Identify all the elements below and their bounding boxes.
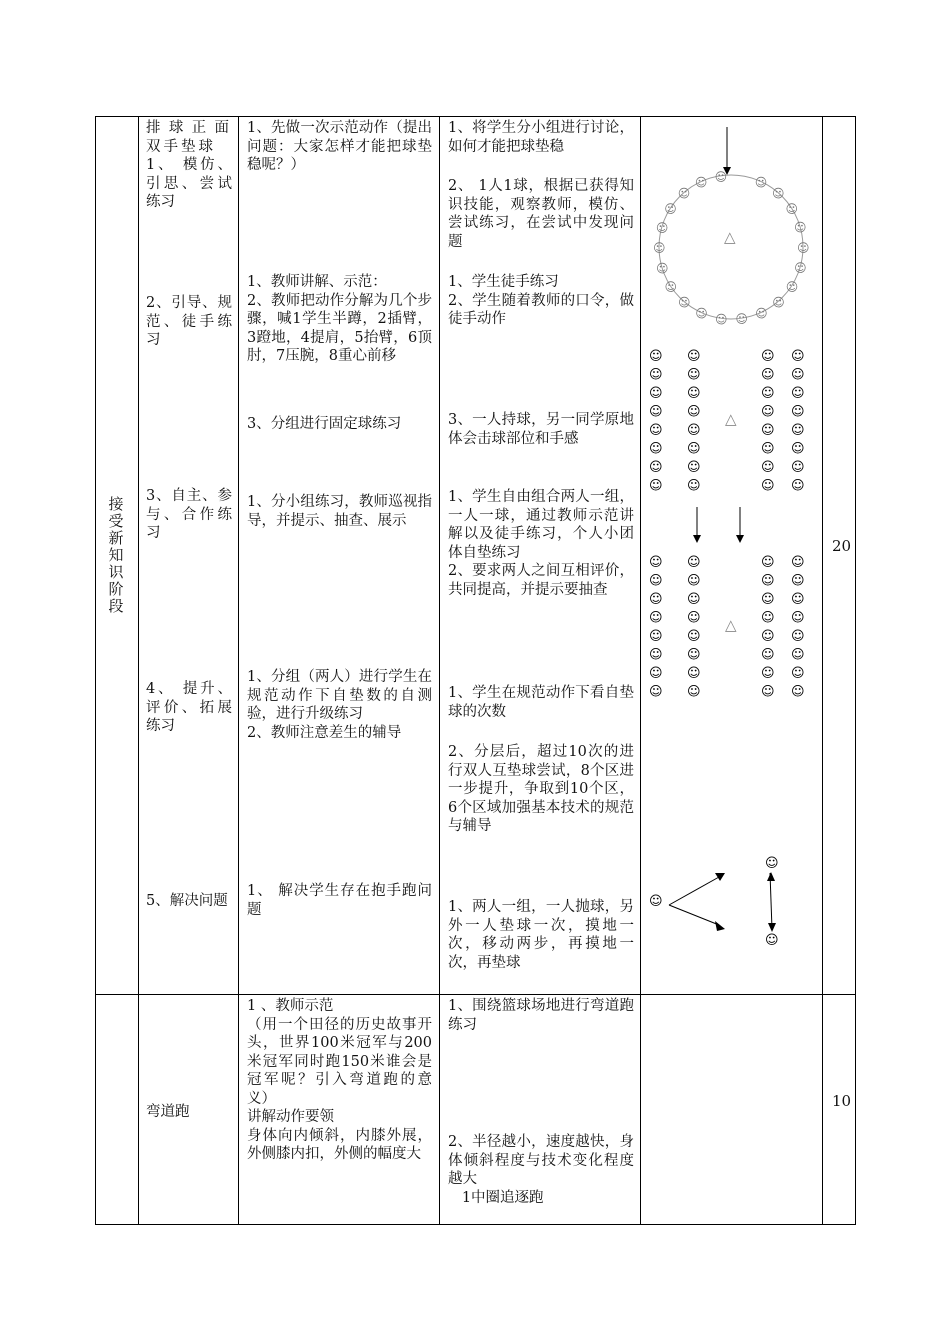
student-face-circle: ☺: [653, 241, 666, 256]
student-face-circle: ☺: [772, 295, 785, 310]
student-face-circle: ☺: [656, 261, 669, 276]
pair-arrow-up-head: [715, 873, 725, 881]
student-face-block: ☺: [791, 647, 805, 663]
student-face-circle: ☺: [794, 220, 807, 235]
col-border-6: [822, 116, 823, 1225]
student-face-pair-left: ☺: [649, 894, 663, 909]
minutes-row2: 10: [832, 1092, 852, 1110]
student-face-block: ☺: [649, 404, 663, 420]
student-face-block: ☺: [687, 349, 701, 364]
student-face-block: ☺: [791, 478, 805, 494]
student-face-circle: ☺: [715, 312, 728, 327]
student-face-pair-bottom: ☺: [765, 933, 779, 948]
student-face-circle: ☺: [664, 202, 677, 217]
student-face-block: ☺: [791, 404, 805, 420]
teacher-text-6: 1、 解决学生存在抱手跑问题: [247, 883, 432, 918]
teacher-triangle-block1: △: [725, 410, 737, 428]
student-face-block: ☺: [687, 592, 701, 607]
student-face-block: ☺: [687, 386, 701, 401]
teacher-triangle-block2: △: [725, 616, 737, 634]
student-face-block: ☺: [687, 555, 701, 570]
student-face-block: ☺: [649, 478, 663, 494]
content-step-3: 3、自主、参与、合作练习: [146, 488, 232, 541]
student-face-block: ☺: [761, 592, 775, 607]
student-face-block: ☺: [649, 555, 663, 570]
teacher-text-4: 1、分小组练习，教师巡视指导，并提示、抽查、展示: [247, 494, 432, 529]
student-face-block: ☺: [791, 666, 805, 681]
pair-vertical-arrow-top: [767, 872, 775, 881]
student-face-block: ☺: [761, 386, 775, 401]
student-face-block: ☺: [791, 423, 805, 438]
row2-student-text-2: 2、半径越小，速度越快，身体倾斜程度与技术变化程度越大 1中圈追逐跑: [448, 1134, 634, 1206]
content-step-2: 2、引导、规范、徒手练习: [146, 295, 232, 348]
teacher-triangle-circle: △: [724, 228, 736, 246]
content-title: 排球正面双手垫球: [146, 120, 232, 155]
content-step-1: 1、 模仿、引思、尝试练习: [146, 157, 232, 210]
student-face-circle: ☺: [755, 306, 768, 321]
student-face-block: ☺: [649, 647, 663, 663]
student-face-block: ☺: [687, 367, 701, 383]
student-face-block: ☺: [649, 592, 663, 607]
pair-arrow-down-head: [715, 921, 725, 931]
student-face-block: ☺: [791, 629, 805, 644]
row-divider: [95, 994, 856, 995]
student-face-circle: ☺: [797, 240, 810, 255]
student-face-circle: ☺: [694, 175, 708, 190]
student-text-6: 1、学生在规范动作下看自垫球的次数: [448, 685, 634, 720]
student-text-2: 2、 1人1球，根据已获得知识技能，观察教师，模仿、尝试练习，在尝试中发现问题: [448, 178, 634, 250]
student-face-block: ☺: [791, 386, 805, 401]
student-face-block: ☺: [687, 610, 701, 626]
student-face-block: ☺: [761, 647, 775, 663]
student-face-block: ☺: [687, 684, 701, 700]
student-face-block: ☺: [761, 629, 775, 644]
student-face-block: ☺: [649, 423, 663, 438]
table-bottom-border: [95, 1224, 856, 1225]
stage-label: 接受新知识阶段: [108, 495, 124, 615]
student-face-block: ☺: [761, 610, 775, 626]
pair-vertical-arrow-bottom: [768, 923, 776, 932]
student-face-block: ☺: [791, 684, 805, 700]
student-face-circle: ☺: [664, 280, 678, 295]
col-border-1: [95, 116, 96, 1225]
student-face-block: ☺: [761, 666, 775, 681]
student-face-block: ☺: [687, 629, 701, 644]
student-face-block: ☺: [649, 629, 663, 644]
student-text-3: 1、学生徒手练习 2、学生随着教师的口令，做徒手动作: [448, 274, 634, 327]
student-face-block: ☺: [791, 610, 805, 626]
col-border-7: [855, 116, 856, 1225]
student-face-block: ☺: [649, 386, 663, 401]
student-face-block: ☺: [687, 478, 701, 494]
student-face-block: ☺: [687, 423, 701, 438]
student-face-block: ☺: [791, 349, 805, 364]
student-face-block: ☺: [761, 404, 775, 420]
student-face-block: ☺: [791, 555, 805, 570]
student-face-block: ☺: [761, 367, 775, 383]
student-face-block: ☺: [761, 478, 775, 494]
student-face-block: ☺: [791, 573, 805, 589]
teacher-text-2: 1、教师讲解、示范： 2、教师把动作分解为几个步骤，喊1学生半蹲，2插臂，3蹬地，4提肩，5抬臂，6顶肘，7压腕，8重心前移: [247, 274, 432, 364]
student-face-circle: ☺: [695, 306, 708, 321]
student-face-block: ☺: [761, 460, 775, 475]
student-face-circle: ☺: [677, 186, 691, 201]
student-face-block: ☺: [649, 441, 663, 457]
student-face-block: ☺: [791, 441, 805, 457]
student-face-block: ☺: [687, 573, 701, 589]
col-border-4: [439, 116, 440, 1225]
formation-diagram: [641, 117, 822, 993]
student-face-circle: ☺: [754, 175, 768, 190]
student-face-circle: ☺: [735, 312, 748, 327]
move-arrow-1-head: [693, 535, 701, 543]
student-face-block: ☺: [649, 684, 663, 700]
student-face-block: ☺: [687, 647, 701, 663]
student-face-block: ☺: [649, 610, 663, 626]
student-face-circle: ☺: [785, 201, 799, 216]
pair-vertical-line: [770, 873, 772, 929]
content-step-5: 5、解决问题: [146, 893, 228, 909]
row2-teacher-text: 1 、教师示范 （用一个田径的历史故事开头，世界100米冠军与200米冠军同时跑150米谁会是冠军呢？引入弯道跑的意义） 讲解动作要领 身体向内倾斜，内膝外展，外侧膝内扣，外侧的幅度大: [247, 998, 432, 1162]
student-text-5: 1、学生自由组合两人一组，一人一球，通过教师示范讲解以及徒手练习，个人小团体自垫练习 2、要求两人之间互相评价，共同提高，并提示要抽查: [448, 489, 634, 598]
student-face-block: ☺: [687, 441, 701, 457]
student-face-block: ☺: [687, 460, 701, 475]
row2-content: 弯道跑: [146, 1104, 190, 1120]
student-text-4: 3、一人持球，另一同学原地体会击球部位和手感: [448, 412, 634, 447]
student-face-block: ☺: [649, 666, 663, 681]
row2-student-text-1: 1、围绕篮球场地进行弯道跑练习: [448, 998, 634, 1033]
student-face-circle: ☺: [772, 186, 785, 201]
student-face-circle: ☺: [785, 279, 799, 294]
student-face-block: ☺: [649, 349, 663, 364]
student-face-block: ☺: [791, 460, 805, 475]
pair-line-up: [669, 877, 719, 905]
student-face-block: ☺: [649, 460, 663, 475]
student-face-block: ☺: [761, 441, 775, 457]
col-border-2: [138, 116, 139, 1225]
student-face-circle: ☺: [714, 169, 728, 184]
student-face-circle: ☺: [678, 295, 691, 310]
student-text-1: 1、将学生分小组进行讨论，如何才能把球垫稳: [448, 120, 634, 155]
student-face-block: ☺: [761, 423, 775, 438]
student-face-block: ☺: [687, 666, 701, 681]
teacher-text-5: 1、分组（两人）进行学生在规范动作下自垫数的自测验，进行升级练习 2、教师注意差生的辅导: [247, 669, 432, 741]
student-text-8: 1、两人一组，一人抛球，另外一人垫球一次，摸地一次，移动两步，再摸地一次，再垫球: [448, 899, 634, 971]
minutes-row1: 20: [832, 537, 852, 555]
student-face-block: ☺: [761, 573, 775, 589]
student-face-block: ☺: [761, 684, 775, 700]
student-face-block: ☺: [791, 592, 805, 607]
student-face-block: ☺: [761, 349, 775, 364]
pair-line-down: [669, 905, 719, 925]
student-face-block: ☺: [791, 367, 805, 383]
student-text-7: 2、分层后，超过10次的进行双人互垫球尝试，8个区进一步提升，争取到10个区，6个区域加强基本技术的规范与辅导: [448, 744, 634, 834]
student-face-block: ☺: [649, 573, 663, 589]
col-border-3: [238, 116, 239, 1225]
student-face-circle: ☺: [794, 261, 807, 276]
student-face-block: ☺: [649, 367, 663, 383]
move-arrow-2-head: [736, 535, 744, 543]
content-step-4: 4、 提升、评价、拓展练习: [146, 681, 232, 734]
student-face-circle: ☺: [655, 220, 669, 235]
student-face-pair-top: ☺: [765, 856, 779, 871]
student-face-block: ☺: [761, 555, 775, 570]
teacher-text-1: 1、先做一次示范动作（提出问题：大家怎样才能把球垫稳呢？）: [247, 120, 432, 173]
student-face-block: ☺: [687, 404, 701, 420]
teacher-text-3: 3、分组进行固定球练习: [247, 416, 402, 432]
